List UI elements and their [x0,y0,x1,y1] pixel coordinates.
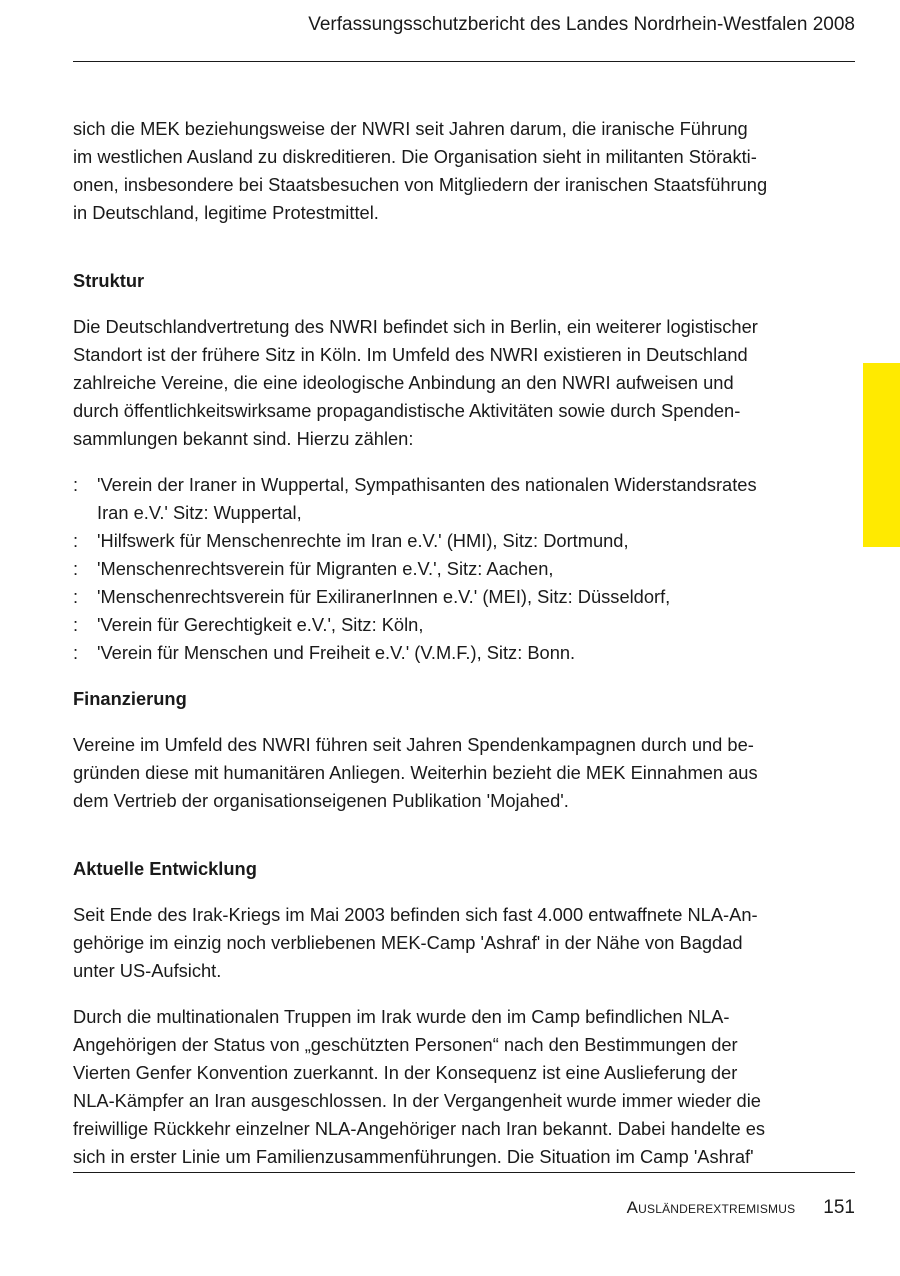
text-line: Angehörigen der Status von „geschützten Personen“ nach den Bestimmungen der [73,1034,738,1055]
chapter-tab-marker [863,363,900,547]
text-line: Standort ist der frühere Sitz in Köln. Im Umfeld des NWRI existieren in Deutschland [73,344,748,365]
list-item-text: 'Menschenrechtsverein für Migranten e.V.', Sitz: Aachen, [97,558,554,579]
text-line: unter US-Aufsicht. [73,960,222,981]
list-item-text: 'Hilfswerk für Menschenrechte im Iran e.V.' (HMI), Sitz: Dortmund, [97,530,629,551]
text-line: dem Vertrieb der organisationseigenen Publikation 'Mojahed'. [73,790,569,811]
list-item-text: Iran e.V.' Sitz: Wuppertal, [97,502,302,523]
association-list [73,471,833,667]
text-line: Die Deutschlandvertretung des NWRI befindet sich in Berlin, ein weiterer logistischer [73,316,758,337]
list-bullet: : [73,558,79,579]
text-line: Vereine im Umfeld des NWRI führen seit Jahren Spendenkampagnen durch und be- [73,734,754,755]
list-bullet: : [73,642,79,663]
list-item [73,555,833,583]
footer-section-name: Ausländerextremismus [626,1198,796,1217]
text-line: sammlungen bekannt sind. Hierzu zählen: [73,428,414,449]
list-item-text: 'Verein für Gerechtigkeit e.V.', Sitz: Köln, [97,614,424,635]
list-item-text: 'Verein für Menschen und Freiheit e.V.' (V.M.F.), Sitz: Bonn. [97,642,576,663]
list-bullet: : [73,614,79,635]
text-line: Vierten Genfer Konvention zuerkannt. In der Konsequenz ist eine Auslieferung der [73,1062,738,1083]
list-bullet: : [73,474,79,495]
list-item [73,471,833,527]
text-line: durch öffentlichkeitswirksame propagandistische Aktivitäten sowie durch Spenden- [73,400,741,421]
heading-finanzierung: Finanzierung [73,688,187,709]
page-number: 151 [823,1197,855,1218]
finanzierung-paragraph [73,731,833,815]
entwicklung-paragraph-2 [73,1003,833,1171]
list-item [73,527,833,555]
list-item-text: 'Verein der Iraner in Wuppertal, Sympathisanten des nationalen Widerstandsrates [97,474,757,495]
page-body [73,115,833,1171]
heading-aktuelle-entwicklung: Aktuelle Entwicklung [73,858,257,879]
text-line: zahlreiche Vereine, die eine ideologische Anbindung an den NWRI aufweisen und [73,372,734,393]
entwicklung-paragraph-1 [73,901,833,985]
text-line: NLA-Kämpfer an Iran ausgeschlossen. In der Vergangenheit wurde immer wieder die [73,1090,761,1111]
intro-paragraph [73,115,833,227]
text-line: sich die MEK beziehungsweise der NWRI seit Jahren darum, die iranische Führung [73,118,748,139]
list-item-text: 'Menschenrechtsverein für ExiliranerInnen e.V.' (MEI), Sitz: Düsseldorf, [97,586,671,607]
text-line: freiwillige Rückkehr einzelner NLA-Angehöriger nach Iran bekannt. Dabei handelte es [73,1118,766,1139]
text-line: gehörige im einzig noch verbliebenen MEK-Camp 'Ashraf' in der Nähe von Bagdad [73,932,743,953]
struktur-paragraph [73,313,833,453]
heading-struktur: Struktur [73,270,145,291]
header-rule [73,61,855,62]
text-line: Seit Ende des Irak-Kriegs im Mai 2003 befinden sich fast 4.000 entwaffnete NLA-An- [73,904,758,925]
text-line: onen, insbesondere bei Staatsbesuchen von Mitgliedern der iranischen Staatsführung [73,174,768,195]
list-item [73,611,833,639]
running-header: Verfassungsschutzbericht des Landes Nordrhein-Westfalen 2008 [308,14,855,35]
text-line: im westlichen Ausland zu diskreditieren. Die Organisation sieht in militanten Störakti- [73,146,757,167]
list-bullet: : [73,530,79,551]
text-line: Durch die multinationalen Truppen im Irak wurde den im Camp befindlichen NLA- [73,1006,730,1027]
page-footer [627,1197,855,1219]
text-line: in Deutschland, legitime Protestmittel. [73,202,379,223]
list-item [73,639,833,667]
footer-rule [73,1172,855,1173]
text-line: gründen diese mit humanitären Anliegen. Weiterhin bezieht die MEK Einnahmen aus [73,762,758,783]
list-item [73,583,833,611]
list-bullet: : [73,586,79,607]
text-line: sich in erster Linie um Familienzusammenführungen. Die Situation im Camp 'Ashraf' [73,1146,754,1167]
